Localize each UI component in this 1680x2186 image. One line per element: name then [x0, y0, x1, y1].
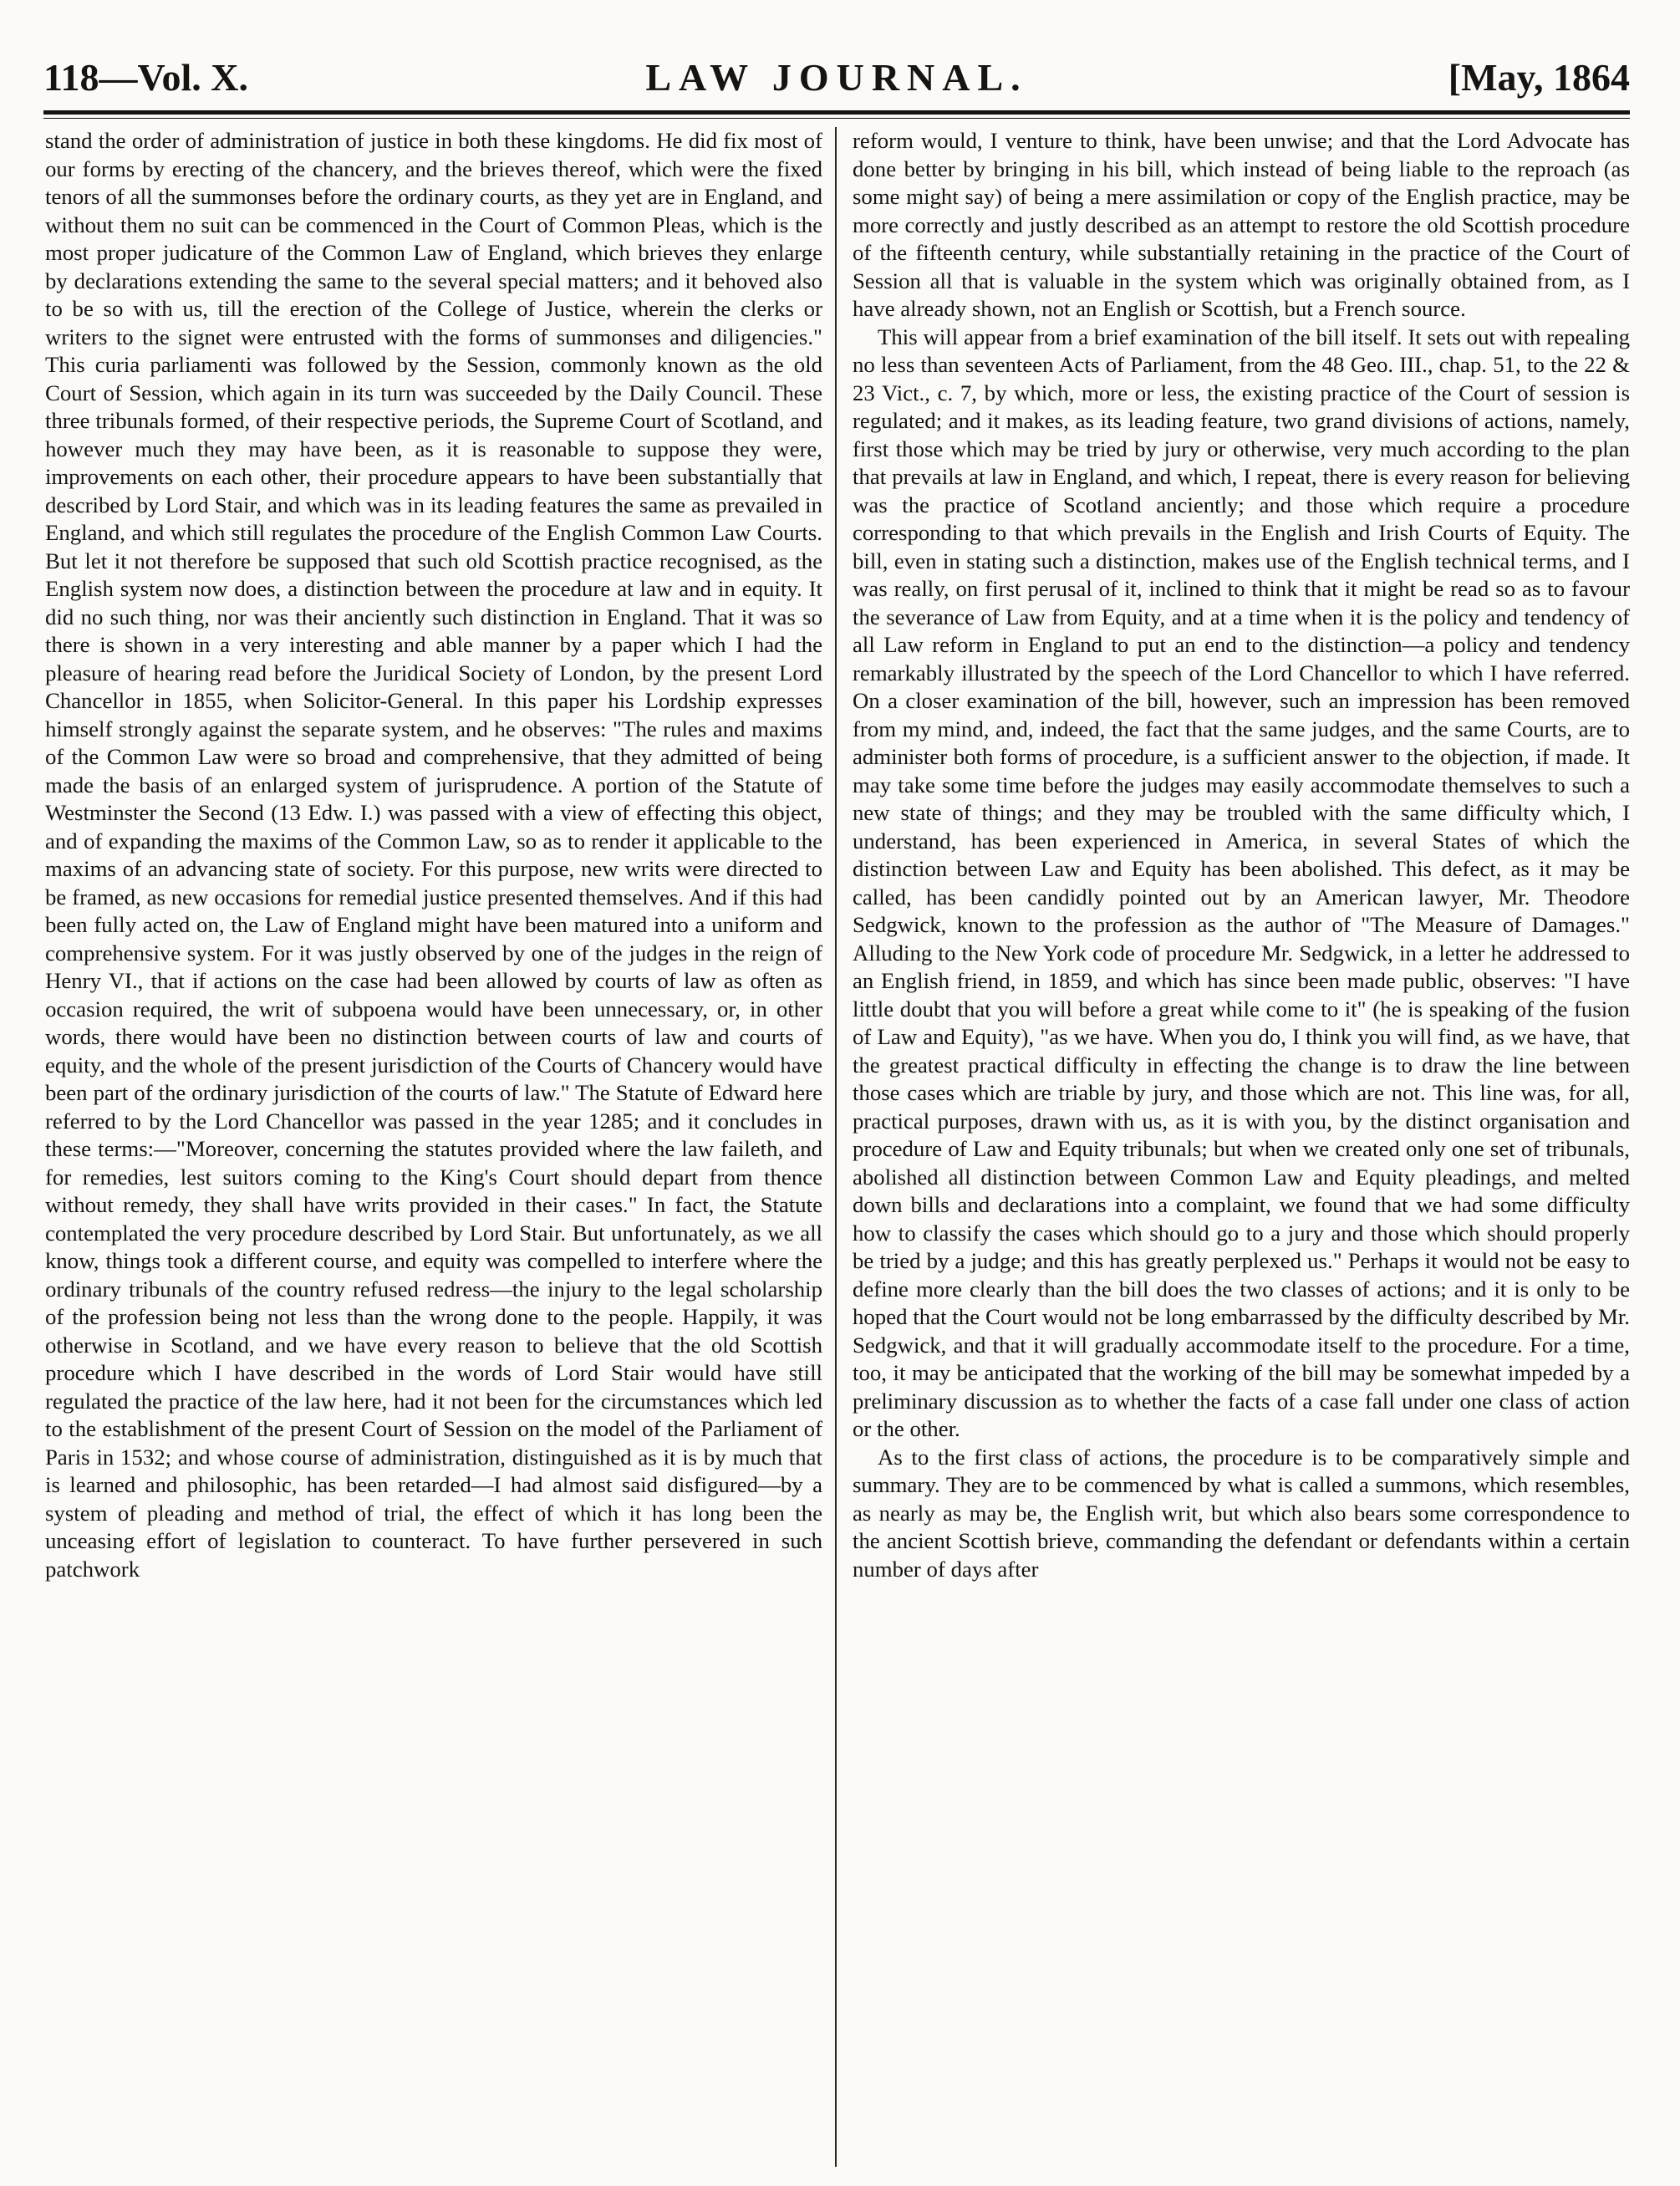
running-header: [43, 42, 1630, 109]
column-divider: [835, 127, 837, 2167]
header-rule-thick: [43, 110, 1630, 115]
paragraph: As to the first class of actions, the procedure is to be comparatively simple and summary. They are to be commenced by what is called a summons, which resembles, as nearly as may be, the English writ, but which also bears some correspondence to the ancient Scottish brieve, commanding the defendant or defendants within a certain number of days after: [853, 1444, 1630, 1582]
journal-title: LAW JOURNAL.: [645, 56, 1028, 99]
paragraph: stand the order of administration of justice in both these kingdoms. He did fix most of our forms by erecting of the chancery, and the brieves thereof, which were the fixed tenors of all the summonses before the ordinary courts, as they yet are in England, and without them no suit can be commenced in the Court of Common Pleas, which is the most proper judicature of the Common Law of England, which brieves they enlarge by declarations extending the same to the several special matters; and it behoved also to be so with us, till the erection of the College of Justice, wherein the clerks or writers to the signet were entrusted with the forms of summonses and diligencies." This curia parliamenti was followed by the Session, commonly known as the old Court of Session, which again in its turn was succeeded by the Daily Council. These three tribunals formed, of their respective periods, the Supreme Court of Scotland, and however much they may have been, as it is reasonable to suppose they were, improvements on each other, their procedure appears to have been substantially that described by Lord Stair, and which was in its leading features the same as prevailed in England, and which still regulates the procedure of the English Common Law Courts. But let it not therefore be supposed that such old Scottish practice recognised, as the English system now does, a distinction between the procedure at law and in equity. It did no such thing, nor was their anciently such distinction in England. That it was so there is shown in a very interesting and able manner by a paper which I had the pleasure of hearing read before the Juridical Society of London, by the present Lord Chancellor in 1855, when Solicitor-General. In this paper his Lordship expresses himself strongly against the separate system, and he observes: "The rules and maxims of the Common Law were so broad and comprehensive, that they admitted of being made the basis of an enlarged system of jurisprudence. A portion of the Statute of Westminster the Second (13 Edw. I.) was passed with a view of effecting this object, and of expanding the maxims of the Common Law, so as to render it applicable to the maxims of an advancing state of society. For this purpose, new writs were directed to be framed, as new occasions for remedial justice presented themselves. And if this had been fully acted on, the Law of England might have been matured into a uniform and comprehensive system. For it was justly observed by one of the judges in the reign of Henry VI., that if actions on the case had been allowed by courts of law as often as occasion required, the writ of subpoena would have been unnecessary, or, in other words, there would have been no distinction between courts of law and courts of equity, and the whole of the present jurisdiction of the Courts of Chancery would have been part of the ordinary jurisdiction of the courts of law." The Statute of Edward here referred to by the Lord Chancellor was passed in the year 1285; and it concludes in these terms:—"Moreover, concerning the statutes provided where the law faileth, and for remedies, lest suitors coming to the King's Court should depart from thence without remedy, they shall have writs provided in their cases." In fact, the Statute contemplated the very procedure described by Lord Stair. But unfortunately, as we all know, things took a different course, and equity was compelled to interfere where the ordinary tribunals of the country refused redress—the injury to the legal scholarship of the profession being not less than the wrong done to the people. Happily, it was otherwise in Scotland, and we have every reason to believe that the old Scottish procedure which I have described in the words of Lord Stair would have still regulated the practice of the law here, had it not been for the circumstances which led to the establishment of the present Court of Session on the model of the Parliament of Paris in 1532; and whose course of administration, distinguished as it is by much that is learned and philosophic, has been retarded—I had almost said disfigured—by a system of pleading and method of trial, the effect of which it has long been the unceasing effort of legislation to counteract. To have further persevered in such patchwork: [45, 128, 822, 1582]
paragraph: reform would, I venture to think, have been unwise; and that the Lord Advocate has done better by bringing in his bill, which instead of being liable to the reproach (as some might say) of being a mere assimilation or copy of the English practice, may be more correctly and justly described as an attempt to restore the old Scottish procedure of the fifteenth century, while substantially retaining in the practice of the Court of Session all that is valuable in the system which was originally obtained from, as I have already shown, not an English or Scottish, but a French source.: [853, 128, 1630, 321]
page-volume-number: 118—Vol. X.: [43, 56, 248, 99]
issue-date: [May, 1864: [1448, 56, 1630, 99]
header-rule-thin: [43, 118, 1630, 119]
paragraph: This will appear from a brief examination of the bill itself. It sets out with repealing no less than seventeen Acts of Parliament, from the 48 Geo. III., chap. 51, to the 22 & 23 Vict., c. 7, by which, more or less, the existing practice of the Court of session is regulated; and it makes, as its leading feature, two grand divisions of actions, namely, first those which may be tried by jury or otherwise, very much according to the plan that prevails at law in England, and which, I repeat, there is every reason for believing was the practice of Scotland anciently; and those which require a procedure corresponding to that which prevails in the English and Irish Courts of Equity. The bill, even in stating such a distinction, makes use of the English technical terms, and I was really, on first perusal of it, inclined to think that it might be read so as to favour the severance of Law from Equity, and at a time when it is the policy and tendency of all Law reform in England to put an end to the distinction—a policy and tendency remarkably illustrated by the speech of the Lord Chancellor to which I have referred. On a closer examination of the bill, however, such an impression has been removed from my mind, and, indeed, the fact that the same judges, and the same Courts, are to administer both forms of procedure, is a sufficient answer to the objection, if made. It may take some time before the judges may easily accommodate themselves to such a new state of things; and they may be troubled with the same difficulty which, I understand, has been experienced in America, in several States of which the distinction between Law and Equity has been abolished. This defect, as it may be called, has been candidly pointed out by an American lawyer, Mr. Theodore Sedgwick, known to the profession as the author of "The Measure of Damages." Alluding to the New York code of procedure Mr. Sedgwick, in a letter he addressed to an English friend, in 1859, and which has since been made public, observes: "I have little doubt that you will before a great while come to it" (he is speaking of the fusion of Law and Equity), "as we have. When you do, I think you will find, as we have, that the greatest practical difficulty in effecting the change is to draw the line between those cases which are triable by jury, and those which are not. This line was, for all, practical purposes, drawn with us, as it is with you, by the distinct organisation and procedure of Law and Equity tribunals; but when we created only one set of tribunals, abolished all distinction between Common Law and Equity pleadings, and melted down bills and declarations into a complaint, we found that we had some difficulty how to classify the cases which should go to a jury and those which should properly be tried by a judge; and this has greatly perplexed us." Perhaps it would not be easy to define more clearly than the bill does the two classes of actions; and it is only to be hoped that the Court would not be long embarrassed by the difficulty described by Mr. Sedgwick, and that it will gradually accommodate itself to the procedure. For a time, too, it may be anticipated that the working of the bill may be somewhat impeded by a preliminary discussion as to whether the facts of a case fall under one class of action or the other.: [853, 324, 1630, 1441]
right-column: [853, 127, 1630, 2167]
left-column: [45, 127, 822, 2167]
